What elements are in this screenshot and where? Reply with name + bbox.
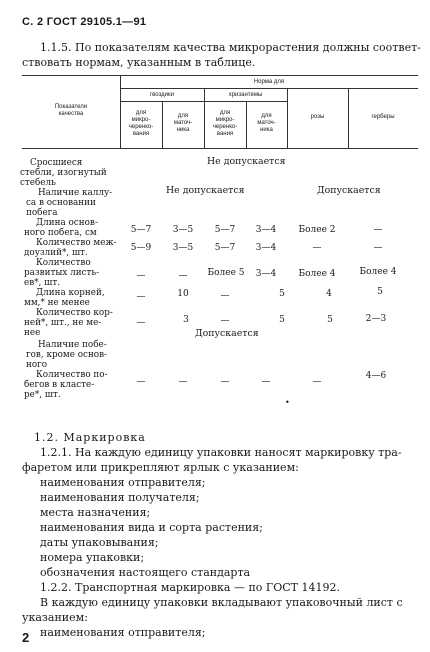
cell-internodes-2: 3—5 [172, 243, 194, 253]
cell-shoot-length-2: 3—5 [172, 225, 194, 235]
cell-shoot-length-1: 5—7 [130, 225, 152, 235]
carnation-mother-header: для маточ- ника [173, 113, 193, 133]
cell-leaves-6: Более 4 [359, 267, 397, 277]
row-label-cluster-shoots: Количество по- бегов в класте- ре*, шт. [24, 370, 108, 400]
chrysanthemum-mother-header: для маточ- ника [257, 113, 276, 133]
row-label-root-count: Количество кор- ней*, шт., не ме- нее [24, 308, 113, 338]
row-label-leaves: Количество развитых листь- ев*, шт. [24, 258, 100, 288]
not-allowed-callus: Не допускается [166, 185, 245, 196]
cell-cluster-6: 4—6 [365, 371, 387, 381]
allowed-callus: Допускается [317, 185, 381, 196]
cell-root-length-3: — [220, 291, 230, 301]
cell-root-count-2: 3 [183, 315, 189, 325]
cell-cluster-2: — [178, 377, 188, 387]
section-line-12: указанием: [22, 611, 88, 624]
cell-leaves-5: Более 4 [298, 269, 336, 279]
cell-leaves-1: — [136, 271, 146, 281]
cell-shoot-length-5: Более 2 [298, 225, 336, 235]
chrysanthemum-microcutting-header: для микро- черенко- вания [212, 110, 238, 137]
cell-shoot-length-4: 3—4 [255, 225, 277, 235]
section-line-3: наименования отправителя; [40, 476, 206, 489]
cell-cluster-1: — [136, 377, 146, 387]
section-line-10: 1.2.2. Транспортная маркировка — по ГОСТ 14192. [40, 581, 340, 594]
cell-cluster-5: — [312, 377, 322, 387]
allowed-extra-shoots: Допускается [195, 328, 259, 339]
not-allowed-fused: Не допускается [207, 156, 286, 167]
section-line-7: даты упаковывания; [40, 536, 159, 549]
row-label-fused-stems: Сросшиеся стебли, изогнутый стебель [20, 158, 107, 188]
section-line-8: номера упаковки; [40, 551, 145, 564]
roses-header: розы [310, 114, 325, 120]
cell-cluster-3: — [220, 377, 230, 387]
section-line-6: наименования вида и сорта растения; [40, 521, 263, 534]
cell-root-count-4: 5 [279, 315, 285, 325]
cell-leaves-4: 3—4 [255, 269, 277, 279]
cell-shoot-length-6: — [373, 225, 383, 235]
cell-root-count-6: 2—3 [365, 314, 387, 324]
intro-line-2: ствовать нормам, указанным в таблице. [22, 56, 256, 69]
row-label-extra-shoots: Наличие побе- гов, кроме основ- ного [26, 340, 108, 370]
section-line-13: наименования отправителя; [40, 626, 206, 639]
chrysanthemum-header: хризантемы [228, 92, 263, 98]
cell-root-length-6: 5 [377, 287, 383, 297]
cell-root-count-1: — [136, 318, 146, 328]
cell-internodes-1: 5—9 [130, 243, 152, 253]
row-label-internodes: Количество меж- доузлий*, шт. [24, 238, 117, 258]
cell-cluster-4: — [261, 377, 271, 387]
norm-for-header: Норма для [253, 79, 285, 85]
row-label-root-length: Длина корней, мм,* не менее [24, 288, 105, 308]
cell-internodes-5: — [312, 243, 322, 253]
section-line-5: места назначения; [40, 506, 151, 519]
cell-internodes-4: 3—4 [255, 243, 277, 253]
cell-root-count-5: 5 [327, 315, 333, 325]
section-line-9: обозначения настоящего стандарта [40, 566, 251, 579]
cell-root-count-3: — [220, 316, 230, 326]
carnation-microcutting-header: для микро- черенко- вания [128, 110, 154, 137]
cell-leaves-3: Более 5 [207, 268, 245, 278]
table-top-rule [22, 75, 418, 76]
row-label-callus: Наличие каллу- са в основании побега [26, 188, 113, 218]
norm-rule [120, 88, 418, 89]
indicator-header: Показатели качества [54, 104, 88, 117]
table-header-rule [22, 148, 418, 149]
cell-root-length-2: 10 [177, 289, 189, 299]
gerberas-header: герберы [371, 114, 395, 120]
cell-shoot-length-3: 5—7 [214, 225, 236, 235]
page-number: 2 [22, 630, 30, 645]
section-line-11: В каждую единицу упаковки вкладывают упаковочный лист с [40, 596, 403, 609]
intro-line-1: 1.1.5. По показателям качества микрорастения должны соответ- [40, 41, 421, 54]
page-header: С. 2 ГОСТ 29105.1—91 [22, 16, 147, 28]
stray-mark: • [285, 398, 290, 407]
section-line-4: наименования получателя; [40, 491, 200, 504]
cell-root-length-5: 4 [326, 289, 332, 299]
section-line-2: фаретом или прикрепляют ярлык с указанием: [22, 461, 299, 474]
cell-root-length-4: 5 [279, 289, 285, 299]
row-label-shoot-length: Длина основ- ного побега, см [24, 218, 98, 238]
section-line-1: 1.2.1. На каждую единицу упаковки наносят маркировку тра- [40, 446, 402, 459]
cell-internodes-6: — [373, 243, 383, 253]
carnation-header: гвоздики [149, 92, 175, 98]
cell-internodes-3: 5—7 [214, 243, 236, 253]
cell-leaves-2: — [178, 271, 188, 281]
cell-root-length-1: — [136, 292, 146, 302]
section-title: 1.2. Маркировка [34, 431, 146, 444]
